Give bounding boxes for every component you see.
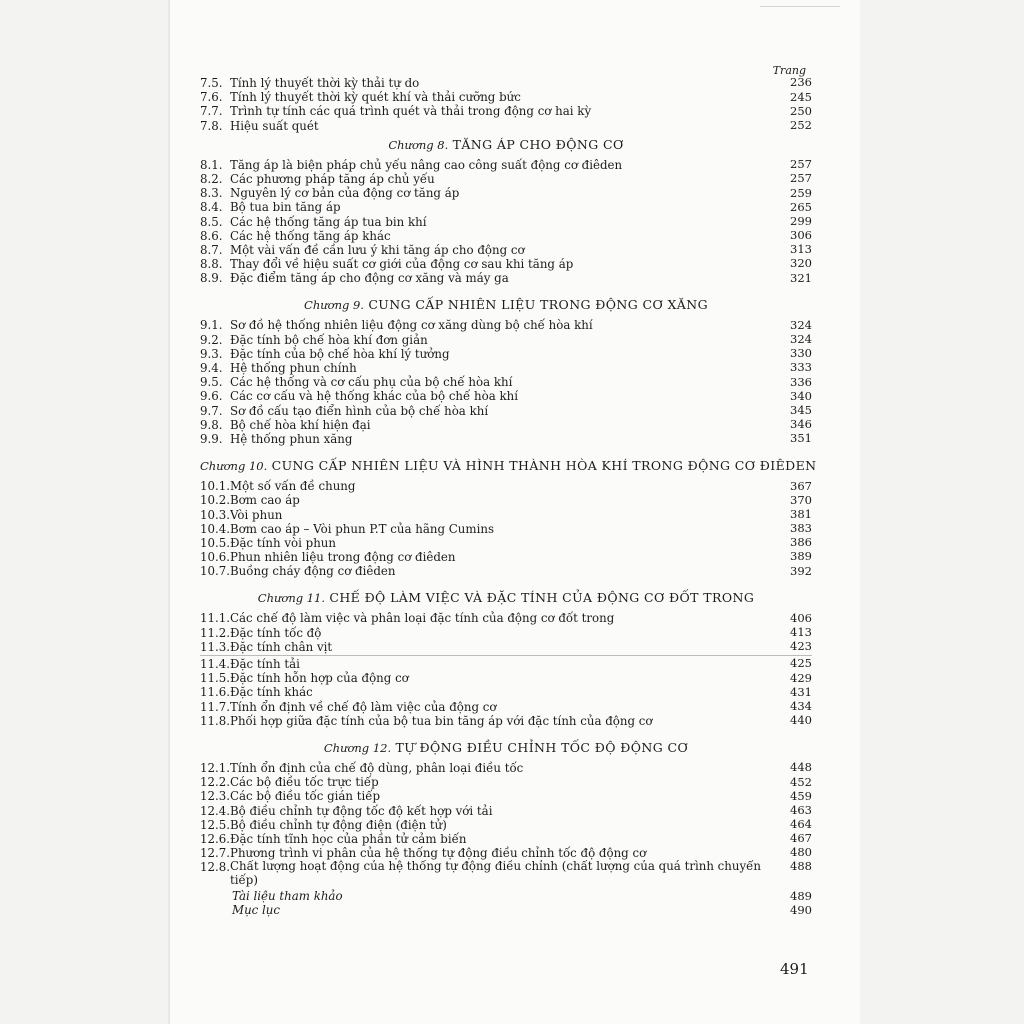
entry-title: Đặc tính chân vịt [230, 639, 333, 654]
entry-title: Mục lục [232, 903, 281, 918]
entry-title: Các chế độ làm việc và phân loại đặc tính của động cơ đốt trong [230, 611, 615, 626]
entry-page: 463 [790, 802, 812, 817]
entry-title: Đặc tính bộ chế hòa khí đơn giản [230, 332, 428, 347]
entry-title: Phương trình vi phân của hệ thống tự động điều chỉnh tốc độ động cơ [230, 846, 647, 861]
chapter-label: Chương 10. [200, 459, 268, 474]
entry-page: 320 [790, 256, 812, 271]
toc-entry[interactable] [200, 229, 812, 243]
entry-number: 10.1. [200, 479, 231, 494]
entry-title: Đặc tính của bộ chế hòa khí lý tưởng [230, 346, 450, 361]
chapter-title: CHẾ ĐỘ LÀM VIỆC VÀ ĐẶC TÍNH CỦA ĐỘNG CƠ ĐỐT TRONG [329, 590, 755, 606]
entry-page: 383 [790, 521, 812, 536]
toc-entry[interactable] [200, 186, 812, 200]
toc-entry[interactable] [200, 640, 812, 654]
entry-page: 464 [790, 817, 812, 832]
entry-number: 7.6. [200, 90, 223, 105]
toc-entry[interactable] [200, 818, 812, 832]
entry-page: 245 [790, 89, 812, 104]
entry-page: 336 [790, 374, 812, 389]
entry-number: 10.2. [200, 493, 231, 508]
entry-page: 330 [790, 346, 812, 361]
entry-title: Hệ thống phun xăng [230, 431, 353, 446]
entry-number: 8.7. [200, 242, 223, 257]
entry-number: 9.5. [200, 375, 223, 390]
entry-page: 429 [790, 670, 812, 685]
toc-entry[interactable] [200, 158, 812, 172]
toc-entry[interactable] [200, 271, 812, 285]
entry-title: Các bộ điều tốc trực tiếp [230, 775, 379, 790]
divider-line [200, 655, 812, 656]
entry-page: 351 [790, 431, 812, 446]
entry-title: Bơm cao áp [230, 493, 300, 508]
entry-page: 425 [790, 656, 812, 671]
entry-title: Trình tự tính các quá trình quét và thải trong động cơ hai kỳ [230, 104, 592, 119]
entry-page: 259 [790, 185, 812, 200]
toc-entry[interactable] [200, 243, 812, 257]
toc-entry[interactable] [200, 493, 812, 507]
toc-entry[interactable] [200, 889, 812, 903]
entry-page: 250 [790, 103, 812, 118]
entry-page: 236 [790, 75, 812, 90]
entry-title: Phối hợp giữa đặc tính của bộ tua bin tăng áp với đặc tính của động cơ [230, 713, 653, 728]
entry-page: 431 [790, 684, 812, 699]
entry-title: Bơm cao áp – Vòi phun P.T của hãng Cumins [230, 521, 495, 536]
entry-title: Nguyên lý cơ bản của động cơ tăng áp [230, 186, 460, 201]
entry-number: 8.8. [200, 257, 223, 272]
entry-page: 306 [790, 228, 812, 243]
section-gap [200, 285, 812, 293]
toc-entry[interactable] [200, 671, 812, 685]
entry-title: Đặc điểm tăng áp cho động cơ xăng và máy ga [230, 271, 509, 286]
entry-title: Tăng áp là biện pháp chủ yếu nâng cao công suất động cơ điêden [230, 157, 623, 172]
entry-number: 8.5. [200, 214, 223, 229]
entry-title: Thay đổi về hiệu suất cơ giới của động cơ sau khi tăng áp [230, 257, 574, 272]
toc-entry[interactable] [200, 550, 812, 564]
chapter-label: Chương 9. [304, 298, 364, 313]
toc-entry[interactable] [200, 119, 812, 133]
entry-page: 324 [790, 332, 812, 347]
toc-entry[interactable] [200, 522, 812, 536]
entry-page: 488 [790, 859, 812, 874]
chapter-title: TỰ ĐỘNG ĐIỀU CHỈNH TỐC ĐỘ ĐỘNG CƠ [395, 739, 689, 755]
entry-number: 12.4. [200, 803, 231, 818]
entry-title: Vòi phun [230, 507, 283, 522]
toc-entry[interactable] [200, 657, 812, 671]
toc-entry[interactable] [200, 479, 812, 493]
entry-page: 448 [790, 760, 812, 775]
entry-page: 413 [790, 625, 812, 640]
page-number: 491 [780, 960, 809, 978]
entry-number: 11.3. [200, 639, 231, 654]
entry-number: 10.5. [200, 535, 231, 550]
section-gap [200, 728, 812, 736]
entry-number: 10.3. [200, 507, 231, 522]
entry-title: Đặc tính vòi phun [230, 535, 337, 550]
entry-title: Các bộ điều tốc gián tiếp [230, 789, 381, 804]
entry-number: 11.2. [200, 625, 231, 640]
chapter-title: TĂNG ÁP CHO ĐỘNG CƠ [452, 136, 624, 152]
entry-number: 12.3. [200, 789, 231, 804]
toc-entry[interactable] [200, 685, 812, 699]
entry-number: 11.4. [200, 657, 231, 672]
toc-entry[interactable] [200, 375, 812, 389]
entry-title: Đặc tính tải [230, 657, 300, 672]
chapter-heading [200, 136, 812, 154]
toc-entry[interactable] [200, 714, 812, 728]
entry-number: 7.8. [200, 118, 223, 133]
entry-number: 10.6. [200, 550, 231, 565]
entry-page: 389 [790, 549, 812, 564]
entry-title: Buồng cháy động cơ điêden [230, 564, 396, 579]
entry-number: 10.4. [200, 521, 231, 536]
entry-page: 313 [790, 242, 812, 257]
chapter-heading [200, 589, 812, 607]
entry-number: 9.3. [200, 346, 223, 361]
entry-page: 434 [790, 698, 812, 713]
entry-page: 257 [790, 157, 812, 172]
entry-number: 9.2. [200, 332, 223, 347]
toc-entry[interactable] [200, 508, 812, 522]
entry-title: Đặc tính tốc độ [230, 625, 322, 640]
entry-number: 8.1. [200, 157, 223, 172]
chapter-label: Chương 11. [257, 591, 326, 606]
toc-entry[interactable] [200, 903, 812, 917]
entry-page: 367 [790, 478, 812, 493]
toc-entry[interactable] [200, 333, 812, 347]
entry-number: 9.6. [200, 389, 223, 404]
entry-page: 265 [790, 199, 812, 214]
entry-number: 8.4. [200, 200, 223, 215]
entry-number: 9.1. [200, 318, 223, 333]
toc-entry[interactable] [200, 389, 812, 403]
entry-page: 467 [790, 831, 812, 846]
entry-title: Tài liệu tham khảo [232, 889, 343, 904]
entry-number: 12.5. [200, 817, 231, 832]
entry-title: Các hệ thống và cơ cấu phụ của bộ chế hòa khí [230, 375, 513, 390]
toc-entry[interactable] [200, 626, 812, 640]
chapter-title: CUNG CẤP NHIÊN LIỆU TRONG ĐỘNG CƠ XĂNG [368, 297, 708, 313]
entry-title: Một số vấn đề chung [230, 479, 356, 494]
section-gap [200, 578, 812, 586]
toc-entry[interactable] [200, 76, 812, 90]
entry-page: 346 [790, 417, 812, 432]
entry-number: 8.3. [200, 186, 223, 201]
entry-title: Hệ thống phun chính [230, 361, 357, 376]
entry-page: 257 [790, 171, 812, 186]
chapter-heading [200, 739, 812, 757]
toc-entry[interactable] [200, 804, 812, 818]
toc-entry[interactable] [200, 90, 812, 104]
entry-page: 452 [790, 774, 812, 789]
chapter-heading [200, 296, 812, 314]
entry-page: 299 [790, 213, 812, 228]
entry-page: 489 [790, 888, 812, 903]
toc-entry[interactable] [200, 432, 812, 446]
chapter-title: CUNG CẤP NHIÊN LIỆU VÀ HÌNH THÀNH HÒA KHÍ TRONG ĐỘNG CƠ ĐIÊDEN [271, 458, 817, 474]
entry-number: 7.7. [200, 104, 223, 119]
entry-number: 12.2. [200, 775, 231, 790]
entry-number: 11.7. [200, 699, 231, 714]
entry-title: Các hệ thống tăng áp khác [230, 228, 391, 243]
entry-number: 12.8. [200, 860, 231, 875]
entry-page: 345 [790, 402, 812, 417]
toc-entry[interactable] [200, 318, 812, 332]
toc-entry[interactable] [200, 761, 812, 775]
entry-number: 12.6. [200, 831, 231, 846]
entry-number: 12.1. [200, 760, 231, 775]
entry-title: Bộ điều chỉnh tự động điện (điện tử) [230, 817, 447, 832]
table-of-contents [200, 64, 817, 918]
entry-title: Các cơ cấu và hệ thống khác của bộ chế hòa khí [230, 389, 519, 404]
entry-number: 8.6. [200, 228, 223, 243]
entry-title: Phun nhiên liệu trong động cơ điêden [230, 550, 456, 565]
entry-title: Đặc tính tĩnh học của phần tử cảm biến [230, 831, 467, 846]
toc-entry[interactable] [200, 846, 812, 860]
section-gap [200, 446, 812, 454]
entry-title: Tính lý thuyết thời kỳ quét khí và thải cưỡng bức [230, 90, 521, 105]
entry-title: Hiệu suất quét [230, 118, 319, 133]
toc-entry[interactable] [200, 536, 812, 550]
entry-title: Một vài vấn đề cần lưu ý khi tăng áp cho động cơ [230, 242, 525, 257]
chapter-label: Chương 12. [323, 740, 392, 755]
toc-entry[interactable] [200, 361, 812, 375]
entry-page: 370 [790, 492, 812, 507]
toc-entry[interactable] [200, 418, 812, 432]
entry-page: 386 [790, 535, 812, 550]
entry-page: 340 [790, 388, 812, 403]
toc-entry[interactable] [200, 200, 812, 214]
entry-number: 9.8. [200, 417, 223, 432]
toc-entry[interactable] [200, 172, 812, 186]
entry-page: 423 [790, 639, 812, 654]
entry-number: 11.1. [200, 611, 231, 626]
entry-number: 7.5. [200, 76, 223, 91]
entry-number: 12.7. [200, 846, 231, 861]
toc-entry[interactable] [200, 257, 812, 271]
toc-entry[interactable] [200, 104, 812, 118]
toc-entry[interactable] [200, 611, 812, 625]
entry-page: 406 [790, 610, 812, 625]
toc-entry[interactable] [200, 347, 812, 361]
entry-number: 8.9. [200, 271, 223, 286]
entry-title: Tính ổn định về chế độ làm việc của động cơ [230, 699, 497, 714]
entry-title: Đặc tính hỗn hợp của động cơ [230, 671, 409, 686]
toc-entry[interactable] [200, 789, 812, 803]
entry-page: 480 [790, 845, 812, 860]
entry-number: 9.7. [200, 403, 223, 418]
toc-entry[interactable] [200, 700, 812, 714]
entry-number: 8.2. [200, 171, 223, 186]
entry-number: 11.6. [200, 685, 231, 700]
toc-entry[interactable] [200, 832, 812, 846]
entry-page: 490 [790, 902, 812, 917]
toc-entry[interactable] [200, 860, 812, 887]
entry-title: Bộ điều chỉnh tự động tốc độ kết hợp với tải [230, 803, 493, 818]
entry-page: 321 [790, 270, 812, 285]
toc-entry[interactable] [200, 775, 812, 789]
entry-title: Sơ đồ hệ thống nhiên liệu động cơ xăng dùng bộ chế hòa khí [230, 318, 593, 333]
page-column-header: Trang [772, 64, 806, 77]
toc-entry[interactable] [200, 564, 812, 578]
chapter-label: Chương 8. [388, 137, 449, 152]
entry-number: 10.7. [200, 564, 231, 579]
entry-title: Bộ tua bin tăng áp [230, 200, 341, 215]
entry-title: Bộ chế hòa khí hiện đại [230, 417, 371, 432]
entry-page: 333 [790, 360, 812, 375]
entry-title: Các hệ thống tăng áp tua bin khí [230, 214, 427, 229]
entry-page: 252 [790, 117, 812, 132]
entry-number: 9.4. [200, 361, 223, 376]
entry-page: 392 [790, 563, 812, 578]
entry-number: 11.8. [200, 713, 231, 728]
entry-page: 459 [790, 788, 812, 803]
entry-page: 440 [790, 713, 812, 728]
entry-title: Đặc tính khác [230, 685, 313, 700]
page-top-edge [760, 0, 840, 7]
entry-title: Sơ đồ cấu tạo điển hình của bộ chế hòa khí [230, 403, 489, 418]
chapter-heading [200, 457, 817, 475]
entry-number: 9.9. [200, 431, 223, 446]
entry-number: 11.5. [200, 671, 231, 686]
entry-title: Các phương pháp tăng áp chủ yếu [230, 171, 435, 186]
toc-entry[interactable] [200, 215, 812, 229]
entry-page: 324 [790, 317, 812, 332]
toc-entry[interactable] [200, 404, 812, 418]
entry-page: 381 [790, 506, 812, 521]
entry-title: Chất lượng hoạt động của hệ thống tự động điều chỉnh (chất lượng của quá trình chuyển tiếp) [230, 860, 761, 887]
entry-title: Tính ổn định của chế độ dùng, phân loại điều tốc [230, 760, 524, 775]
entry-title: Tính lý thuyết thời kỳ thải tự do [230, 76, 420, 91]
